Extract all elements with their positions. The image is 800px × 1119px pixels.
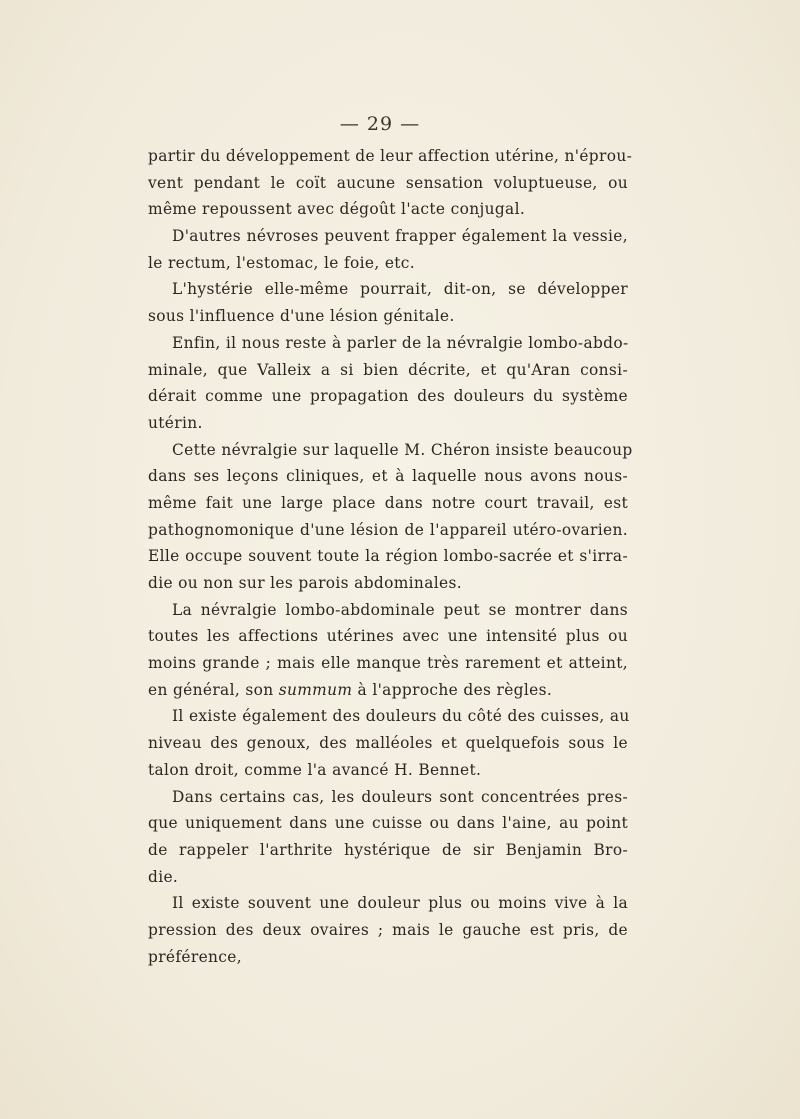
- text-line: moins grande ; mais elle manque très rarement et atteint,: [148, 654, 628, 673]
- text-line: niveau des genoux, des malléoles et quelquefois sous le: [148, 734, 628, 753]
- text-line: sous l'influence d'une lésion génitale.: [148, 307, 455, 326]
- body-text: [148, 143, 633, 970]
- text-line: Elle occupe souvent toute la région lombo-sacrée et s'irra-: [148, 547, 628, 566]
- text-line: La névralgie lombo-abdominale peut se montrer dans: [172, 600, 628, 619]
- text-line: Il existe souvent une douleur plus ou moins vive à la: [172, 894, 628, 913]
- text-line: partir du développement de leur affection utérine, n'éprou-: [148, 147, 633, 165]
- text-line: pathognomonique d'une lésion de l'appareil utéro-ovarien.: [148, 520, 628, 539]
- text-line: dans ses leçons cliniques, et à laquelle nous avons nous-: [148, 467, 628, 486]
- text-line: die ou non sur les parois abdominales.: [148, 574, 462, 592]
- text-fragment: à l'approche des règles.: [352, 680, 553, 699]
- text-line: même fait une large place dans notre court travail, est: [148, 493, 628, 512]
- page-number: — 29 —: [339, 113, 421, 135]
- text-line: de rappeler l'arthrite hystérique de sir Benjamin Bro-: [148, 840, 628, 859]
- text-line: dérait comme une propagation des douleurs du système: [148, 387, 628, 406]
- text-line: D'autres névroses peuvent frapper également la vessie,: [172, 227, 628, 246]
- text-line: pression des deux ovaires ; mais le gauche est pris, de: [148, 920, 628, 939]
- text-line: [148, 677, 628, 704]
- text-line: que uniquement dans une cuisse ou dans l'aine, au point: [148, 814, 628, 833]
- text-line: Il existe également des douleurs du côté des cuisses, au: [172, 707, 630, 726]
- text-line: toutes les affections utérines avec une intensité plus ou: [148, 627, 628, 646]
- text-line: Dans certains cas, les douleurs sont concentrées pres-: [172, 787, 628, 806]
- italic-term: summum: [278, 680, 353, 699]
- text-line: talon droit, comme l'a avancé H. Bennet.: [148, 760, 482, 779]
- text-line: L'hystérie elle-même pourrait, dit-on, se développer: [172, 280, 628, 299]
- text-line: vent pendant le coït aucune sensation voluptueuse, ou: [148, 173, 628, 192]
- text-line: Enfin, il nous reste à parler de la névralgie lombo-abdo-: [172, 333, 629, 352]
- text-line: Cette névralgie sur laquelle M. Chéron insiste beaucoup: [172, 440, 633, 459]
- text-line: même repoussent avec dégoût l'acte conjugal.: [148, 200, 526, 219]
- text-line: le rectum, l'estomac, le foie, etc.: [148, 253, 416, 272]
- text-line: die.: [148, 867, 179, 886]
- text-line: minale, que Valleix a si bien décrite, et qu'Aran consi-: [148, 360, 628, 379]
- text-fragment: en général, son: [148, 680, 279, 699]
- text-line: utérin.: [148, 413, 203, 432]
- text-line: préférence,: [148, 947, 242, 966]
